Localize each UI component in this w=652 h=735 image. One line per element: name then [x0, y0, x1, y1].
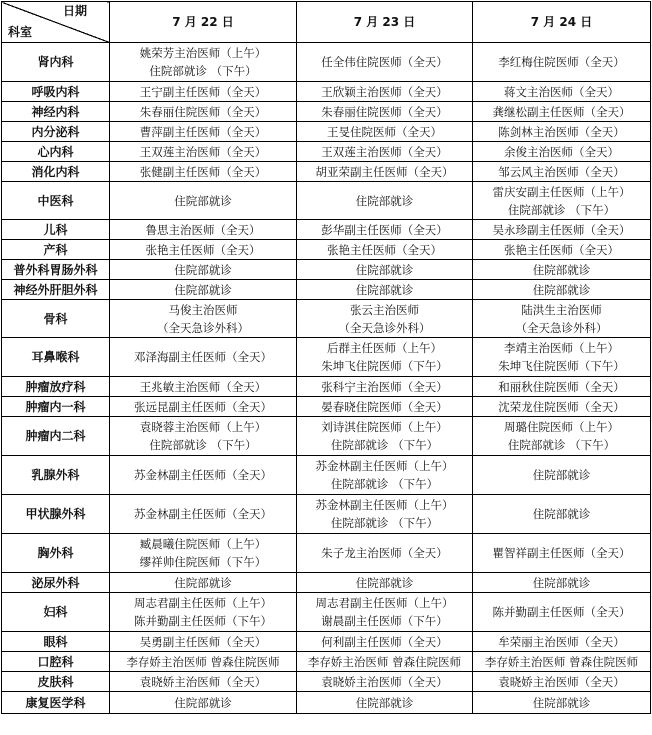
- schedule-cell: [473, 417, 651, 456]
- schedule-cell: [473, 397, 651, 417]
- department-name: 中医科: [2, 182, 110, 220]
- schedule-cell: [297, 397, 473, 417]
- doctor-entry: 住院部就诊: [174, 262, 232, 277]
- schedule-cell: [473, 573, 651, 593]
- corner-dept-label: 科室: [8, 25, 33, 39]
- table-row: [2, 632, 651, 652]
- schedule-cell: [297, 300, 473, 338]
- doctor-entry: 蒋文主治医师（全天）: [504, 84, 619, 99]
- doctor-entry: 王宁副主任医师（全天）: [139, 84, 267, 99]
- schedule-cell: [297, 692, 473, 714]
- doctor-entry: 住院部就诊: [355, 282, 414, 297]
- doctor-entry: 住院部就诊: [355, 193, 414, 208]
- doctor-entry: 陈剑林主治医师（全天）: [498, 124, 625, 139]
- schedule-cell: [110, 338, 297, 377]
- schedule-cell: [297, 672, 473, 692]
- doctor-entry: 住院部就诊: [174, 575, 232, 590]
- schedule-cell: [473, 632, 651, 652]
- doctor-entry: 任全伟住院医师（全天）: [321, 55, 448, 69]
- schedule-cell: [473, 377, 651, 397]
- schedule-cell: [297, 260, 473, 280]
- table-row: [2, 692, 651, 714]
- schedule-cell: [110, 573, 297, 593]
- doctor-entry: 张艳主任医师（全天）: [327, 242, 442, 257]
- doctor-entry: 陆洪生主治医师: [521, 302, 602, 317]
- schedule-cell: [473, 102, 651, 122]
- doctor-entry: 苏金林副主任医师（全天）: [134, 468, 272, 482]
- doctor-entry: 臧晨曦住院医师（上午）: [139, 537, 267, 551]
- schedule-cell: [110, 82, 297, 102]
- doctor-entry: 住院部就诊: [532, 695, 591, 710]
- schedule-cell: [473, 672, 651, 692]
- table-row: [2, 417, 651, 456]
- schedule-cell: [110, 162, 297, 182]
- schedule-cell: [110, 456, 297, 495]
- schedule-cell: [110, 240, 297, 260]
- doctor-entry: 住院部就诊: [532, 575, 591, 590]
- table-row: [2, 240, 651, 260]
- table-row: [2, 162, 651, 182]
- day-header-3: 7 月 24 日: [473, 2, 651, 43]
- department-name: 口腔科: [2, 652, 110, 672]
- schedule-cell: [473, 495, 651, 534]
- schedule-cell: [297, 632, 473, 652]
- doctor-entry: 李靖主治医师（上午）: [504, 341, 619, 355]
- schedule-cell: [473, 260, 651, 280]
- department-name: 胸外科: [2, 534, 110, 573]
- table-row: [2, 182, 651, 220]
- department-name: 内分泌科: [2, 122, 110, 142]
- table-row: [2, 280, 651, 300]
- doctor-entry: 姚荣芳主治医师（上午）: [139, 46, 267, 60]
- department-name: 骨科: [2, 300, 110, 338]
- doctor-entry: 住院部就诊 （下午）: [330, 516, 439, 530]
- table-row: [2, 300, 651, 338]
- doctor-entry: 苏金林副主任医师（全天）: [134, 507, 272, 521]
- department-name: 甲状腺外科: [2, 495, 110, 534]
- department-name: 普外科胃肠外科: [2, 260, 110, 280]
- schedule-cell: [297, 162, 473, 182]
- schedule-cell: [473, 240, 651, 260]
- schedule-cell: [110, 534, 297, 573]
- doctor-entry: 彭华副主任医师（全天）: [321, 222, 448, 237]
- schedule-cell: [110, 692, 297, 714]
- doctor-entry: 缪祥帅住院医师（下午）: [139, 555, 267, 569]
- schedule-cell: [473, 220, 651, 240]
- schedule-cell: [297, 573, 473, 593]
- department-name: 呼吸内科: [2, 82, 110, 102]
- doctor-entry: 晏春晓住院医师（全天）: [321, 399, 448, 414]
- table-row: [2, 142, 651, 162]
- doctor-entry: 袁晓娇主治医师（全天）: [498, 674, 625, 689]
- schedule-cell: [473, 182, 651, 220]
- doctor-entry: 住院部就诊: [532, 468, 591, 482]
- schedule-cell: [110, 122, 297, 142]
- doctor-entry: 朱坤飞住院医师（下午）: [498, 359, 625, 373]
- doctor-entry: 袁晓蓉主治医师（上午）: [139, 420, 267, 434]
- table-row: [2, 456, 651, 495]
- doctor-entry: 朱春丽住院医师（全天）: [139, 104, 267, 119]
- table-row: [2, 534, 651, 573]
- schedule-cell: [297, 652, 473, 672]
- doctor-entry: （全天急诊外科）: [338, 320, 431, 335]
- schedule-cell: [110, 377, 297, 397]
- doctor-entry: 朱坤飞住院医师（下午）: [321, 359, 448, 373]
- schedule-cell: [473, 280, 651, 300]
- schedule-cell: [473, 82, 651, 102]
- doctor-entry: 周璐住院医师（上午）: [504, 420, 619, 434]
- doctor-entry: 张科宁主治医师（全天）: [321, 379, 448, 394]
- doctor-entry: 住院部就诊: [532, 262, 591, 277]
- department-name: 妇科: [2, 593, 110, 632]
- doctor-entry: 住院部就诊: [174, 282, 232, 297]
- table-row: [2, 102, 651, 122]
- schedule-cell: [473, 652, 651, 672]
- doctor-entry: 龚继松副主任医师（全天）: [492, 104, 631, 119]
- department-name: 眼科: [2, 632, 110, 652]
- doctor-entry: 吴勇副主任医师（全天）: [139, 634, 267, 649]
- schedule-cell: [473, 300, 651, 338]
- schedule-cell: [473, 162, 651, 182]
- schedule-cell: [473, 142, 651, 162]
- department-name: 乳腺外科: [2, 456, 110, 495]
- doctor-entry: 朱春丽住院医师（全天）: [321, 104, 448, 119]
- schedule-cell: [110, 495, 297, 534]
- schedule-cell: [110, 43, 297, 82]
- schedule-cell: [110, 593, 297, 632]
- doctor-entry: 周志君副主任医师（上午）: [134, 596, 272, 610]
- day-header-1: 7 月 22 日: [110, 2, 297, 43]
- schedule-cell: [297, 534, 473, 573]
- schedule-cell: [297, 122, 473, 142]
- doctor-entry: 苏金林副主任医师（上午）: [315, 459, 454, 473]
- corner-date-label: 日期: [62, 4, 87, 18]
- schedule-cell: [297, 417, 473, 456]
- schedule-cell: [110, 260, 297, 280]
- department-name: 肿瘤内一科: [2, 397, 110, 417]
- schedule-cell: [297, 456, 473, 495]
- doctor-entry: 袁晓娇主治医师（全天）: [321, 674, 448, 689]
- doctor-entry: 住院部就诊 （下午）: [507, 438, 616, 452]
- doctor-entry: 陈并勤副主任医师（下午）: [134, 614, 272, 628]
- department-name: 泌尿外科: [2, 573, 110, 593]
- schedule-cell: [297, 377, 473, 397]
- doctor-entry: 住院部就诊: [532, 507, 591, 521]
- doctor-entry: 刘诗淇住院医师（上午）: [321, 420, 448, 434]
- schedule-cell: [473, 534, 651, 573]
- table-row: [2, 495, 651, 534]
- schedule-cell: [297, 495, 473, 534]
- table-row: [2, 82, 651, 102]
- department-name: 肿瘤放疗科: [2, 377, 110, 397]
- schedule-cell: [110, 672, 297, 692]
- header-row: [2, 2, 651, 43]
- department-name: 皮肤科: [2, 672, 110, 692]
- doctor-entry: 李存娇主治医师 曾森住院医师: [484, 654, 639, 669]
- doctor-entry: （全天急诊外科）: [157, 320, 249, 335]
- doctor-entry: 牟荣丽主治医师（全天）: [498, 634, 625, 649]
- doctor-entry: 王双莲主治医师（全天）: [321, 144, 448, 159]
- doctor-entry: 朱子龙主治医师（全天）: [321, 546, 448, 560]
- table-row: [2, 573, 651, 593]
- doctor-entry: 瞿智祥副主任医师（全天）: [492, 546, 631, 560]
- doctor-entry: 邓泽海副主任医师（全天）: [134, 350, 272, 364]
- schedule-cell: [110, 220, 297, 240]
- doctor-entry: 王欣颖主治医师（全天）: [321, 84, 448, 99]
- doctor-entry: 张远昆副主任医师（全天）: [134, 399, 272, 414]
- doctor-entry: 何利副主任医师（全天）: [321, 634, 448, 649]
- schedule-cell: [297, 102, 473, 122]
- department-name: 康复医学科: [2, 692, 110, 714]
- doctor-entry: 住院部就诊: [174, 193, 232, 208]
- doctor-entry: 周志君副主任医师（上午）: [315, 596, 454, 610]
- doctor-entry: 后群主任医师（上午）: [327, 341, 442, 355]
- doctor-entry: 余俊主治医师（全天）: [504, 144, 619, 159]
- table-row: [2, 652, 651, 672]
- schedule-cell: [110, 632, 297, 652]
- doctor-entry: 李存娇主治医师 曾森住院医师: [126, 654, 280, 669]
- doctor-entry: 住院部就诊 （下午）: [149, 64, 257, 78]
- schedule-cell: [473, 593, 651, 632]
- doctor-entry: 王双莲主治医师（全天）: [139, 144, 267, 159]
- schedule-cell: [473, 122, 651, 142]
- doctor-entry: 苏金林副主任医师（上午）: [315, 498, 454, 512]
- schedule-cell: [110, 102, 297, 122]
- table-row: [2, 593, 651, 632]
- doctor-entry: 住院部就诊 （下午）: [507, 202, 616, 217]
- doctor-entry: 曹萍副主任医师（全天）: [139, 124, 267, 139]
- schedule-cell: [297, 182, 473, 220]
- table-row: [2, 338, 651, 377]
- doctor-entry: 住院部就诊: [355, 575, 414, 590]
- schedule-cell: [297, 82, 473, 102]
- schedule-cell: [110, 300, 297, 338]
- doctor-entry: 谢晨副主任医师（下午）: [321, 614, 448, 628]
- table-row: [2, 672, 651, 692]
- schedule-cell: [473, 338, 651, 377]
- doctor-entry: 鲁思主治医师（全天）: [145, 222, 261, 237]
- doctor-entry: 张云主治医师: [350, 302, 419, 317]
- department-name: 肿瘤内二科: [2, 417, 110, 456]
- doctor-entry: 和丽秋住院医师（全天）: [498, 379, 625, 394]
- doctor-entry: 陈并勤副主任医师（全天）: [492, 605, 631, 619]
- department-name: 儿科: [2, 220, 110, 240]
- doctor-entry: 吴永珍副主任医师（全天）: [492, 222, 631, 237]
- doctor-entry: 胡亚荣副主任医师（全天）: [315, 164, 454, 179]
- doctor-entry: 住院部就诊: [174, 695, 232, 710]
- department-name: 肾内科: [2, 43, 110, 82]
- corner-header: [2, 2, 110, 43]
- schedule-cell: [110, 142, 297, 162]
- doctor-entry: 沈荣龙住院医师（全天）: [498, 399, 625, 414]
- schedule-cell: [297, 220, 473, 240]
- schedule-cell: [110, 182, 297, 220]
- schedule-cell: [297, 240, 473, 260]
- schedule-cell: [473, 692, 651, 714]
- doctor-entry: 王旻住院医师（全天）: [327, 124, 442, 139]
- doctor-entry: 邹云风主治医师（全天）: [498, 164, 625, 179]
- doctor-entry: 住院部就诊: [355, 262, 414, 277]
- schedule-cell: [473, 43, 651, 82]
- schedule-cell: [110, 652, 297, 672]
- doctor-entry: 张艳主任医师（全天）: [504, 242, 619, 257]
- department-name: 消化内科: [2, 162, 110, 182]
- table-row: [2, 260, 651, 280]
- schedule-cell: [473, 456, 651, 495]
- doctor-entry: 王兆敏主治医师（全天）: [139, 379, 267, 394]
- schedule-cell: [110, 397, 297, 417]
- schedule-cell: [110, 417, 297, 456]
- schedule-cell: [297, 338, 473, 377]
- duty-schedule-table: [1, 1, 651, 714]
- schedule-cell: [297, 280, 473, 300]
- doctor-entry: 袁晓娇主治医师（全天）: [139, 674, 267, 689]
- schedule-cell: [297, 43, 473, 82]
- doctor-entry: 张健副主任医师（全天）: [139, 164, 267, 179]
- day-header-2: 7 月 23 日: [297, 2, 473, 43]
- doctor-entry: 住院部就诊: [355, 695, 414, 710]
- doctor-entry: 住院部就诊 （下午）: [149, 438, 257, 452]
- department-name: 心内科: [2, 142, 110, 162]
- doctor-entry: （全天急诊外科）: [515, 320, 608, 335]
- schedule-cell: [297, 142, 473, 162]
- department-name: 神经外肝胆外科: [2, 280, 110, 300]
- table-row: [2, 122, 651, 142]
- doctor-entry: 李红梅住院医师（全天）: [498, 55, 625, 69]
- schedule-cell: [110, 280, 297, 300]
- doctor-entry: 李存娇主治医师 曾森住院医师: [307, 654, 462, 669]
- table-row: [2, 220, 651, 240]
- doctor-entry: 住院部就诊: [532, 282, 591, 297]
- table-row: [2, 43, 651, 82]
- doctor-entry: 住院部就诊 （下午）: [330, 438, 439, 452]
- department-name: 产科: [2, 240, 110, 260]
- doctor-entry: 马俊主治医师: [168, 302, 238, 317]
- schedule-cell: [297, 593, 473, 632]
- table-row: [2, 377, 651, 397]
- doctor-entry: 张艳主任医师（全天）: [145, 242, 261, 257]
- doctor-entry: 雷庆安副主任医师（上午）: [492, 184, 631, 199]
- department-name: 神经内科: [2, 102, 110, 122]
- doctor-entry: 住院部就诊 （下午）: [330, 477, 439, 491]
- table-row: [2, 397, 651, 417]
- department-name: 耳鼻喉科: [2, 338, 110, 377]
